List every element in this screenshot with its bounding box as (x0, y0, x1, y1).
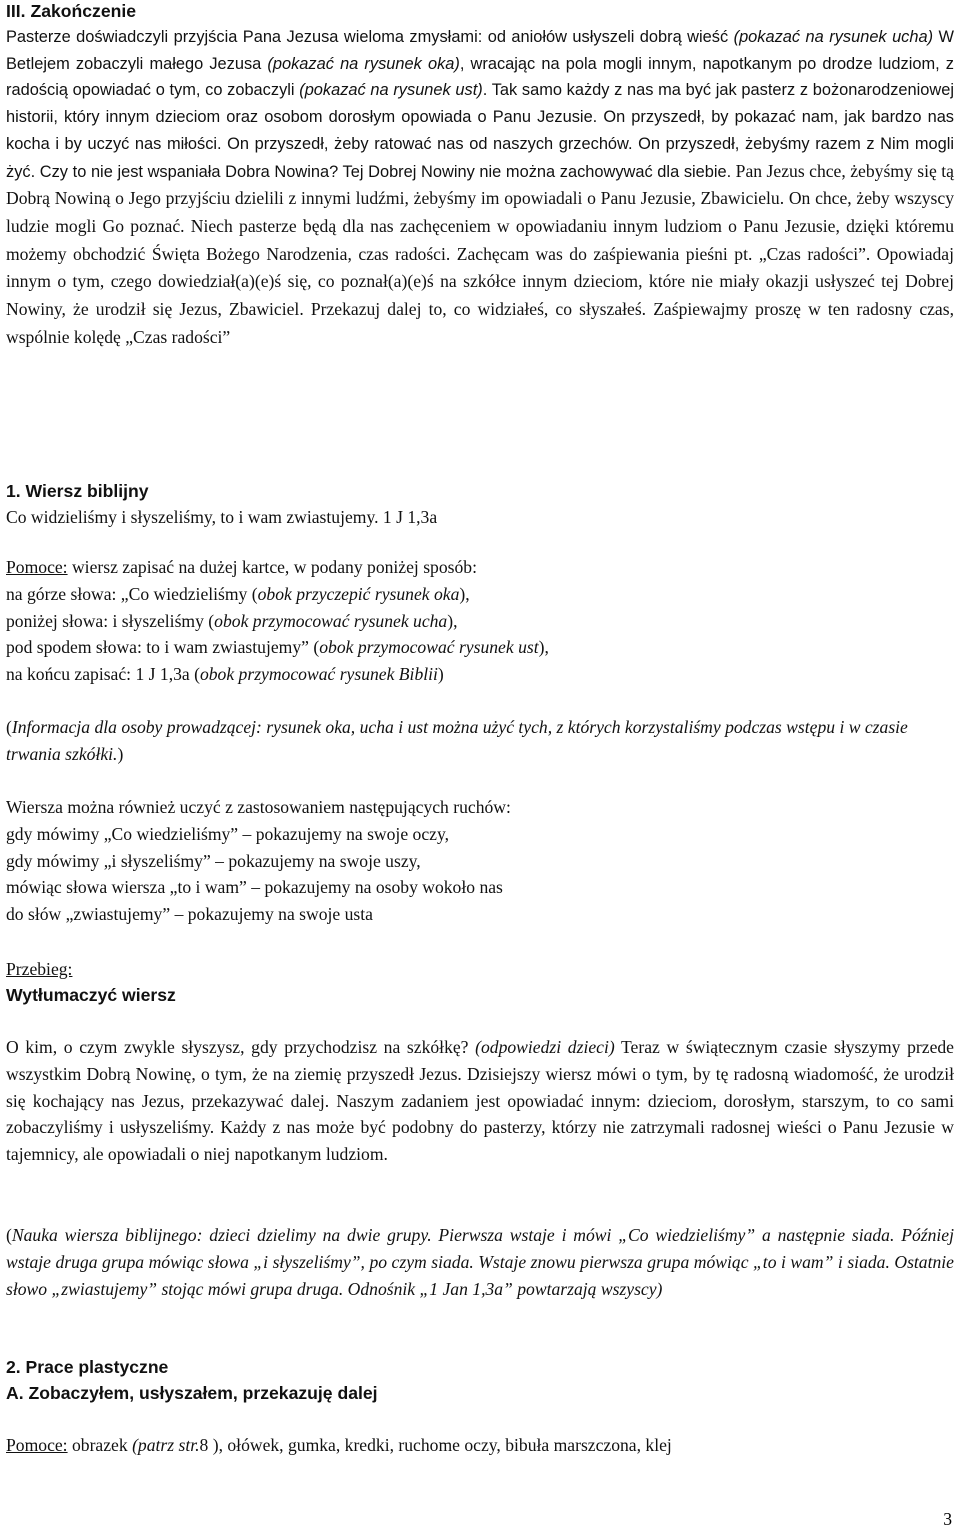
intro-note-eye: (pokazać na rysunek oka) (267, 54, 460, 73)
aids-line-note: obok przymocować rysunek ucha (214, 610, 448, 631)
section-title: III. Zakończenie (6, 1, 137, 21)
paren: ( (6, 1225, 12, 1245)
intro-text: . Tak samo każdy z nas ma być jak pasterz z bożonarodzeniowej historii, który innym dzieciom oraz osobom dorosłym opowiada o Panu Jezusie. On przyszedł, by pokazać nam, jak bardzo nas kocha i by uczyć nas miłości. On przyszedł, żeby ratować nas od naszych grzechów. On przyszedł, żebyśmy razem z Nim mogli żyć. Czy to nie jest wspaniała Dobra Nowina? Tej Dobrej Nowiny nie można zachowywać dla siebie. (6, 81, 954, 181)
procedure-heading: Wytłumaczyć wiersz (6, 985, 176, 1005)
paren: ) (117, 743, 124, 764)
aids-line: ), (459, 583, 470, 604)
aids-line: poniżej słowa: i słyszeliśmy ( (6, 610, 215, 631)
gesture-line: gdy mówimy „Co wiedzieliśmy” – pokazujemy na swoje oczy, (6, 823, 449, 844)
procedure-answer-note: (odpowiedzi dzieci) (475, 1037, 615, 1057)
aids-line: na końcu zapisać: 1 J 1,3a ( (6, 664, 200, 685)
crafts-aids (6, 1432, 954, 1459)
aids-section (6, 554, 954, 688)
aids-line-note: obok przymocować rysunek ust (319, 637, 539, 658)
paren: ( (6, 717, 12, 737)
crafts-aids-text: 8 ), ołówek, gumka, kredki, ruchome oczy, bibuła marszczona, klej (199, 1435, 672, 1455)
procedure-text: Teraz w świątecznym czasie słyszymy przede wszystkim Dobrą Nowinę, o tym, że na ziemię przyszedł Jezus. Dzisiejszy wiersz mówi o tym, by tę radosną wiadomość, że urodził się kochający nas Jezus, przekazywać dalej. Naszym zadaniem jest opowiadać innym: dzieciom, dorosłym, starszym, to co sami zobaczyliśmy i usłyszeliśmy. Każdy z nas może być podobny do pasterzy, którzy nie zatrzymali radosnej wieści o Panu Jezusie w tajemnicy, ale opowiadali o niej napotkanym ludziom. (6, 1037, 954, 1165)
gestures-section (6, 794, 954, 928)
aids-line-note: obok przymocować rysunek Biblii (199, 664, 438, 685)
procedure-label: Przebieg: (6, 959, 73, 979)
intro-text: Pasterze doświadczyli przyjścia Pana Jezusa wieloma zmysłami: od aniołów usłyszeli dobrą wieść (6, 28, 734, 46)
crafts-aids-note: (patrz str. (132, 1435, 200, 1455)
gesture-line: do słów „zwiastujemy” – pokazujemy na swoje usta (6, 904, 373, 925)
aids-line: na górze słowa: „Co wiedzieliśmy ( (6, 583, 258, 604)
verse-text: Co widzieliśmy i słyszeliśmy, to i wam zwiastujemy. 1 J 1,3a (6, 507, 438, 527)
verse-heading: 1. Wiersz biblijny (6, 481, 149, 501)
gesture-line: mówiąc słowa wiersza „to i wam” – pokazujemy na osoby wokoło nas (6, 877, 503, 898)
aids-line: ) (437, 664, 444, 685)
intro-note-ear: (pokazać na rysunek ucha) (733, 28, 934, 46)
intro-text: W Betlejem zobaczyli małego Jezusa (6, 28, 954, 73)
info-note-text: Informacja dla osoby prowadzącej: rysunek oka, ucha i ust można użyć tych, z których korzystaliśmy podczas wstępu i w czasie trwania szkółki. (6, 717, 908, 764)
page-number: 3 (943, 1509, 952, 1529)
teaching-note-text: Nauka wiersza biblijnego: dzieci dzielimy na dwie grupy. Pierwsza wstaje i mówi „Co wiedzieliśmy” a następnie siada. Później wstaje druga grupa mówiąc słowa „i słyszeliśmy”, po czym siada. Wstaje znowu pierwsza grupa mówiąc „to i wam” i siada. Ostatnie słowo „zwiastujemy” stojąc mówi grupa druga. Odnośnik „1 Jan 1,3a” powtarzają wszyscy) (6, 1225, 954, 1299)
aids-line: pod spodem słowa: to i wam zwiastujemy” ( (6, 637, 320, 658)
teaching-note (6, 1222, 954, 1302)
crafts-aids-label: Pomoce: (6, 1435, 68, 1455)
aids-line: ), (538, 637, 549, 658)
info-note (6, 714, 954, 768)
aids-label: Pomoce: (6, 557, 68, 577)
crafts-subheading: A. Zobaczyłem, usłyszałem, przekazuję dalej (6, 1383, 378, 1403)
aids-intro: wiersz zapisać na dużej kartce, w podany poniżej sposób: (67, 557, 477, 577)
crafts-heading: 2. Prace plastyczne (6, 1357, 169, 1377)
gestures-intro: Wiersza można również uczyć z zastosowaniem następujących ruchów: (6, 797, 511, 817)
intro-text: , wracając na pola mogli innym, napotkanym po drodze ludziom, z radością opowiadać o tym, co zobaczyli (6, 54, 954, 100)
gesture-line: gdy mówimy „i słyszeliśmy” – pokazujemy na swoje uszy, (6, 850, 421, 871)
intro-note-mouth: (pokazać na rysunek ust) (299, 81, 483, 100)
procedure-paragraph (6, 1034, 954, 1168)
intro-text: Pan Jezus chce, żebyśmy się tą Dobrą Nowiną o Jego przyjściu dzielili z innymi ludźmi, żebyśmy im opowiadali o Panu Jezusie, Zbawicielu. On chce, żeby wszyscy ludzie mogli Go poznać. Niech pasterze będą dla nas zachęceniem w opowiadaniu innym ludziom o Panu Jezusie, dzięki któremu możemy obchodzić Święta Bożego Narodzenia, czas radości. Zachęcam was do zaśpiewania pieśni pt. „Czas radości”. Opowiadaj innym o tym, czego dowiedział(a)(e)ś się, co poznał(a)(e)ś na szkółce innym dzieciom, które nie miały okazji usłyszeć tej Dobrej Nowiny, że urodził się Jezus, Zbawiciel. Przekazuj dalej to, co widziałeś, co słyszałeś. Zaśpiewajmy proszę w ten radosny czas, wspólnie kolędę „Czas radości” (6, 160, 954, 347)
crafts-aids-text: obrazek (67, 1435, 133, 1455)
aids-line-note: obok przyczepić rysunek oka (257, 583, 460, 604)
intro-paragraph (6, 24, 954, 351)
procedure-text: O kim, o czym zwykle słyszysz, gdy przychodzisz na szkółkę? (6, 1037, 476, 1057)
aids-line: ), (447, 610, 458, 631)
